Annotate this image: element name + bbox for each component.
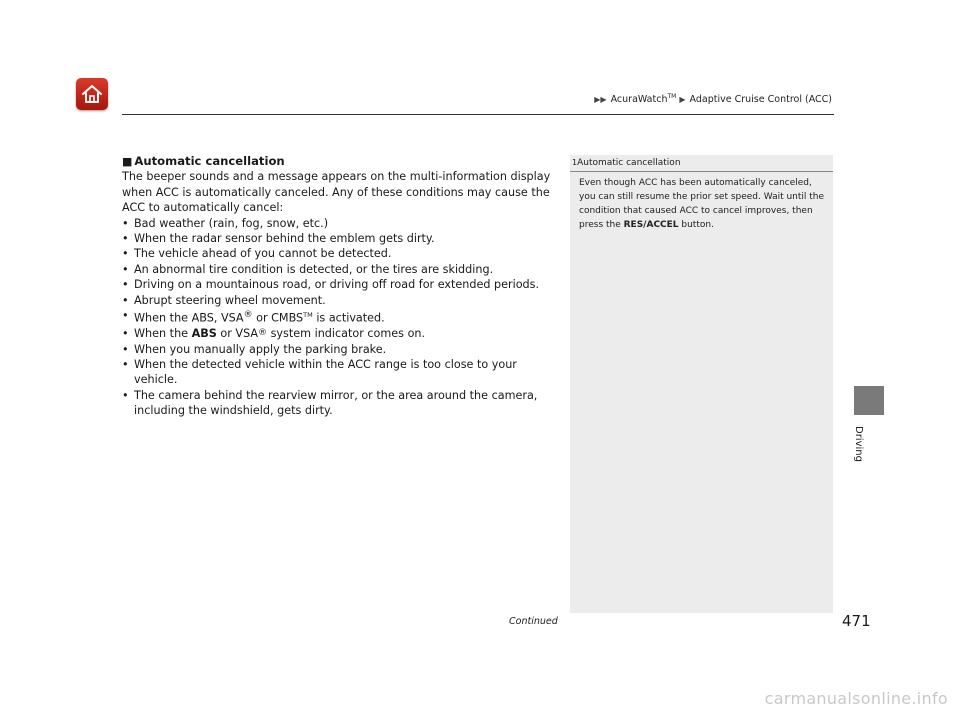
intro-paragraph: The beeper sounds and a message appears on the multi-information display when ACC is automatically canceled. Any of these conditions may cause the ACC to automatically cancel: [122, 170, 551, 215]
condition-list [122, 216, 554, 419]
reference-marker-icon: 1 [572, 158, 578, 167]
bullet-icon: • [122, 327, 129, 341]
bullet-icon: • [122, 358, 129, 372]
registered-mark: ® [243, 310, 253, 321]
bullet-icon: • [122, 262, 129, 276]
bullet-icon: • [122, 388, 129, 402]
list-item [122, 388, 554, 419]
list-item [122, 246, 554, 261]
list-item-text: or VSA [216, 327, 259, 341]
list-item-text: Abrupt steering wheel movement. [134, 293, 326, 307]
list-item [122, 262, 554, 277]
list-item [122, 326, 554, 341]
trademark-mark: TM [667, 93, 677, 100]
list-item-text: When you manually apply the parking brake. [134, 342, 387, 356]
sidebar-note-text-part: Even though ACC has been automatically canceled, you can still resume the prior set speed. Wait until the condition that caused ACC to cancel improves, then press the [579, 178, 825, 230]
bullet-icon: • [122, 293, 129, 307]
list-item [122, 231, 554, 246]
continued-label: Continued [509, 616, 558, 627]
list-item-text: Bad weather (rain, fog, snow, etc.) [134, 216, 329, 230]
list-item [122, 357, 554, 388]
list-item [122, 277, 554, 292]
trademark-mark: TM [303, 311, 313, 320]
section-title [122, 154, 554, 169]
chapter-tab[interactable] [854, 386, 884, 415]
list-item [122, 308, 554, 326]
section-title-text: Automatic cancellation [134, 154, 285, 168]
list-item-text: Driving on a mountainous road, or driving off road for extended periods. [134, 278, 540, 292]
bullet-icon: • [122, 342, 129, 356]
bullet-icon: • [122, 247, 129, 261]
list-item-text: When the radar sensor behind the emblem gets dirty. [134, 232, 435, 246]
list-item [122, 216, 554, 231]
bullet-icon: • [122, 232, 129, 246]
home-button[interactable] [76, 78, 108, 110]
main-content [122, 154, 554, 419]
sidebar-note-text-part: button. [678, 220, 714, 230]
list-item-text: or CMBS [252, 311, 304, 325]
sidebar-note-text [579, 176, 827, 232]
bullet-icon: • [122, 216, 129, 230]
home-icon [80, 82, 104, 106]
abs-indicator-label: ABS [191, 327, 217, 341]
list-item-text: When the ABS, VSA [134, 311, 244, 325]
chapter-tab-label-text: Driving [853, 426, 864, 462]
bullet-icon: • [122, 278, 129, 292]
res-accel-button-label: RES/ACCEL [623, 220, 679, 230]
watermark: carmanualsonline.info [764, 689, 948, 708]
breadcrumb [594, 93, 832, 105]
registered-mark: ® [258, 328, 268, 339]
list-item-text: is activated. [312, 311, 385, 325]
breadcrumb-section[interactable]: AcuraWatch [610, 94, 668, 106]
square-bullet-icon: ■ [122, 155, 133, 168]
breadcrumb-arrow-icon: ▶▶ [594, 95, 607, 105]
list-item-text: An abnormal tire condition is detected, or the tires are skidding. [134, 262, 494, 276]
header-divider [122, 114, 834, 115]
sidebar-note-title-text: Automatic cancellation [577, 158, 681, 168]
list-item-text: The vehicle ahead of you cannot be detected. [134, 247, 392, 261]
list-item-text: When the [134, 327, 192, 341]
list-item-text: When the detected vehicle within the ACC range is too close to your vehicle. [134, 358, 517, 387]
sidebar-note-title[interactable] [572, 158, 681, 168]
breadcrumb-arrow-icon: ▶ [679, 95, 686, 105]
list-item-text: system indicator comes on. [267, 327, 426, 341]
page-number: 471 [842, 612, 871, 630]
list-item [122, 342, 554, 357]
bullet-icon: • [122, 309, 129, 323]
sidebar-note-divider [570, 171, 833, 172]
chapter-tab-label[interactable] [850, 420, 880, 500]
list-item-text: The camera behind the rearview mirror, or the area around the camera, including the windshield, gets dirty. [134, 388, 538, 418]
breadcrumb-page[interactable]: Adaptive Cruise Control (ACC) [689, 94, 832, 106]
list-item [122, 293, 554, 308]
